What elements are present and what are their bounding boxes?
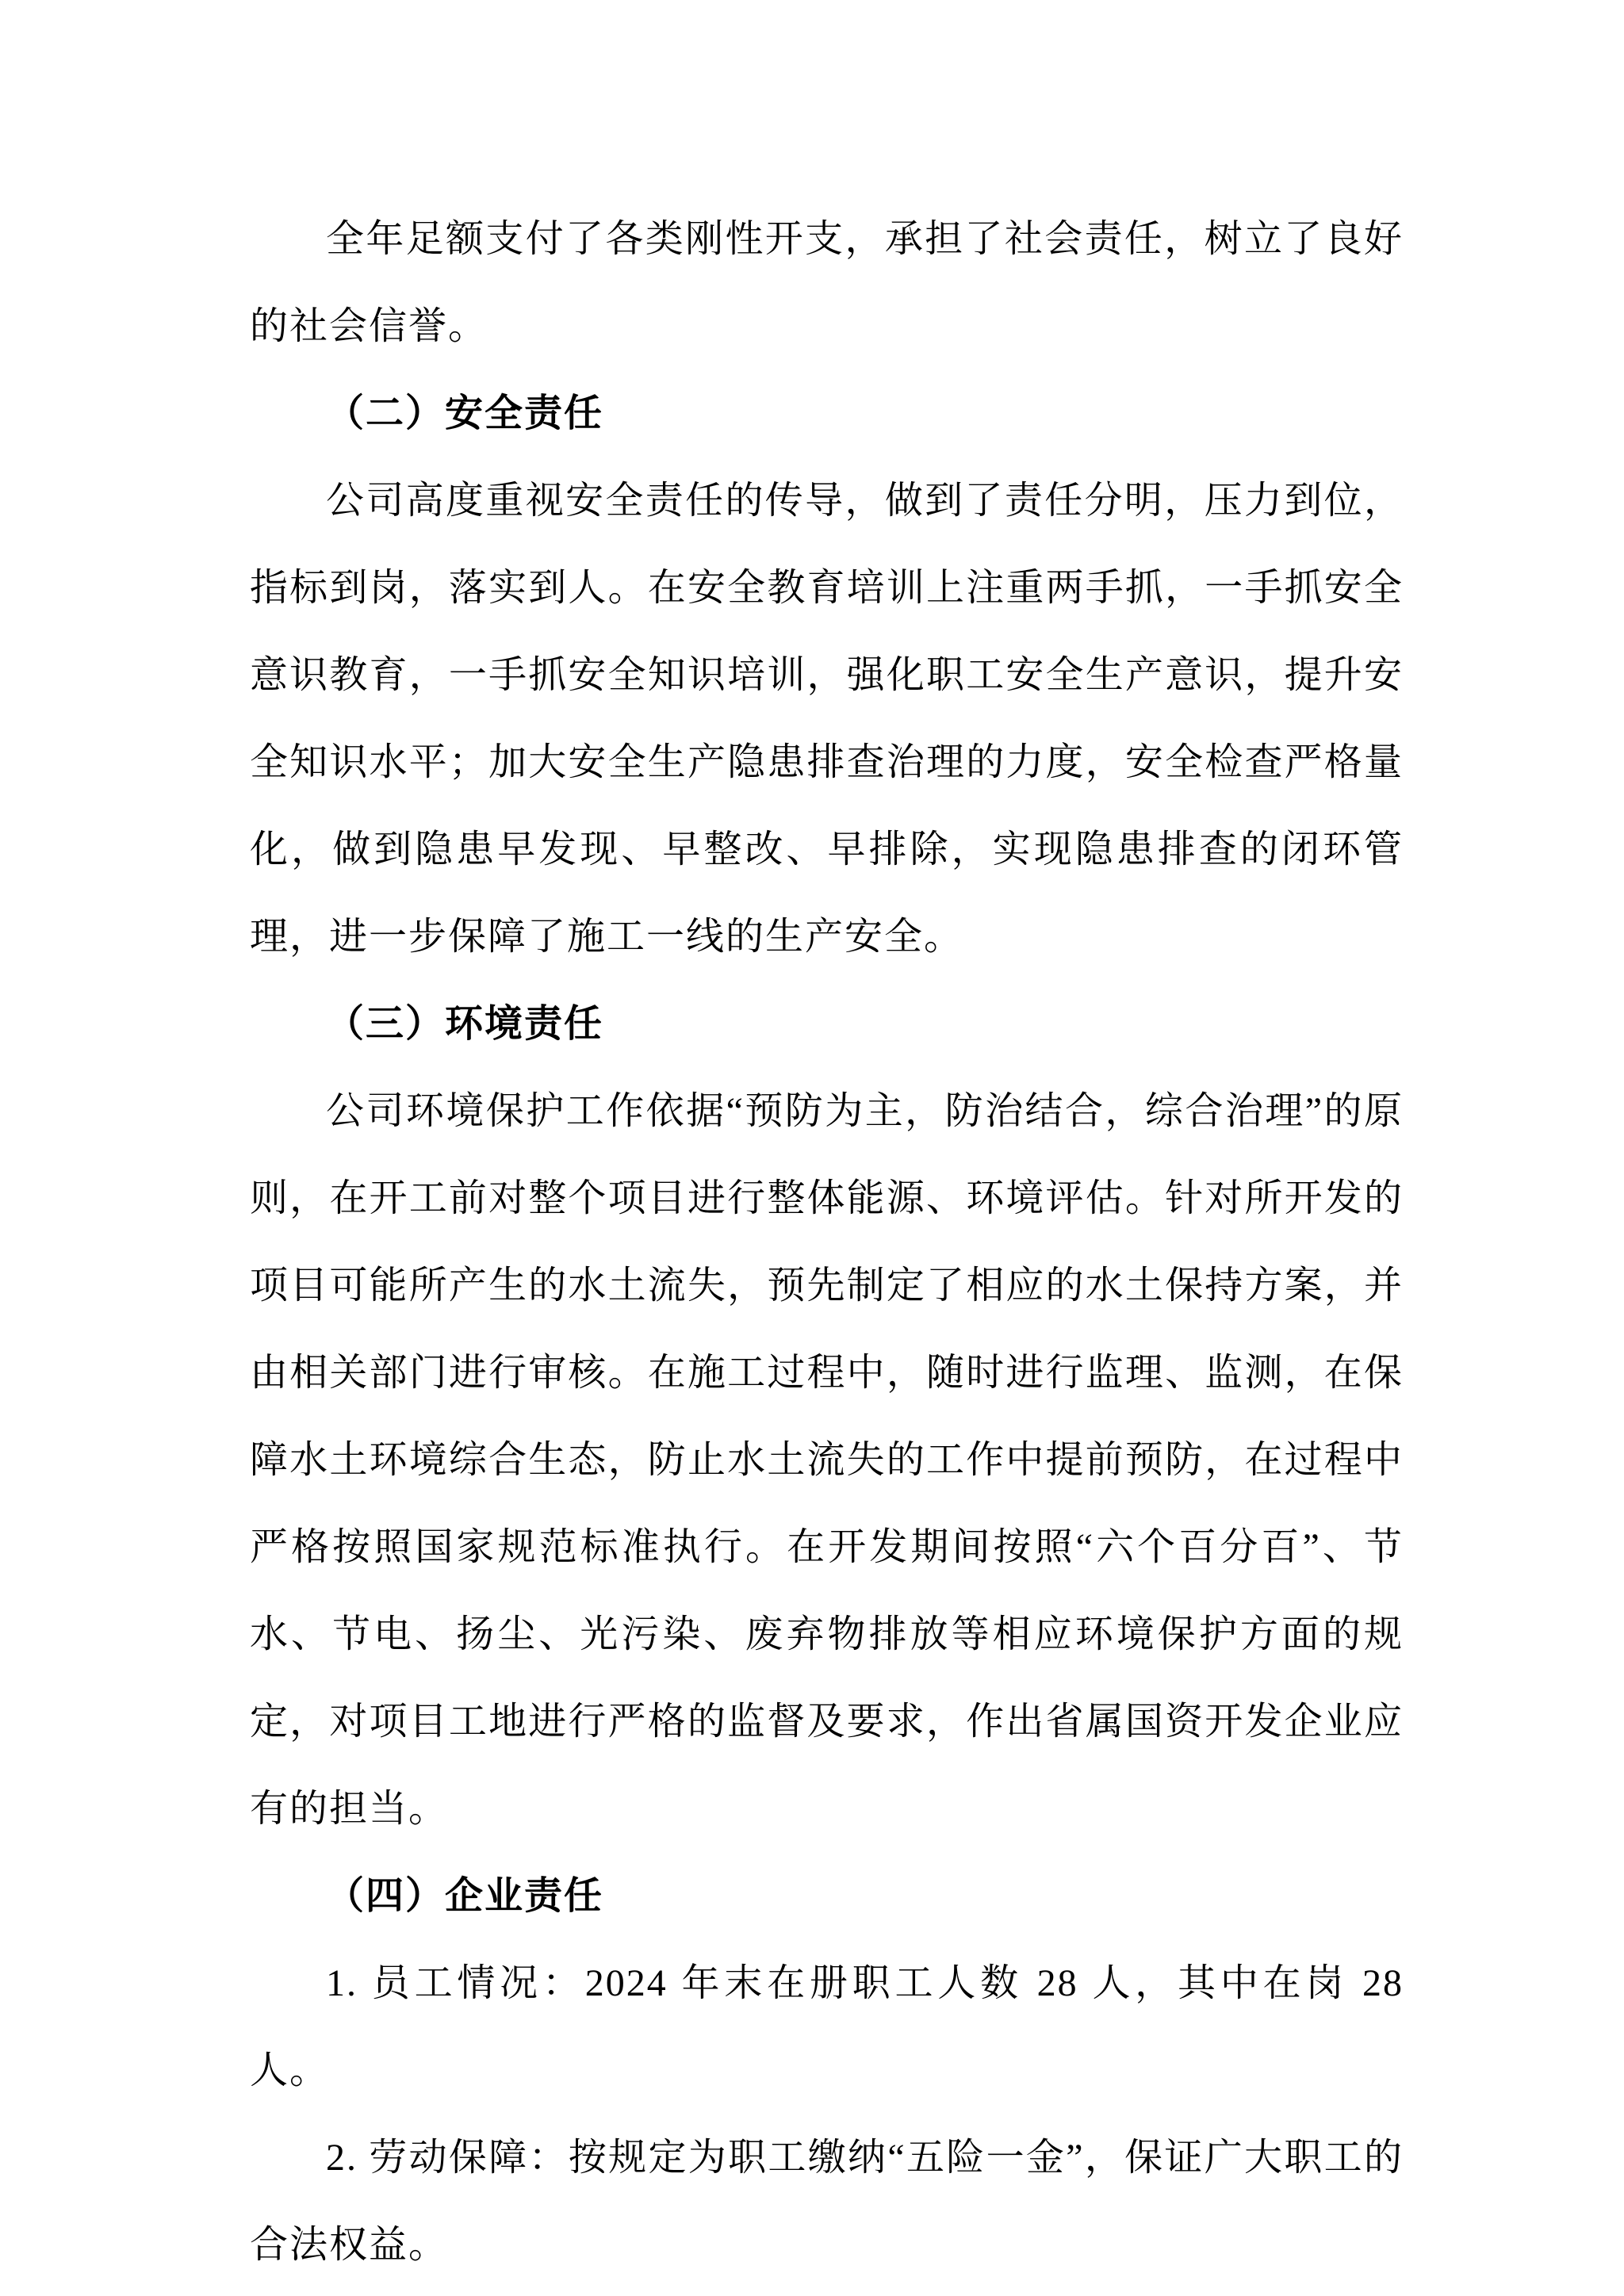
paragraph-environment-responsibility: 公司环境保护工作依据“预防为主，防治结合，综合治理”的原则，在开工前对整个项目进行整体能源、环境评估。针对所开发的项目可能所产生的水土流失，预先制定了相应的水土保持方案，并由相关部门进行审核。在施工过程中，随时进行监理、监测，在保障水土环境综合生态，防止水土流失的工作中提前预防，在过程中严格按照国家规范标准执行。在开发期间按照“六个百分百”、节水、节电、扬尘、光污染、废弃物排放等相应环境保护方面的规定，对项目工地进行严格的监督及要求，作出省属国资开发企业应有的担当。 <box>250 1090 1404 1830</box>
section-heading-environment-responsibility: （三）环境责任 <box>326 1003 604 1045</box>
paragraph-safety-responsibility: 公司高度重视安全责任的传导，做到了责任分明，压力到位，指标到岗，落实到人。在安全教育培训上注重两手抓，一手抓安全意识教育，一手抓安全知识培训，强化职工安全生产意识，提升安全知识水平；加大安全生产隐患排查治理的力度，安全检查严格量化，做到隐患早发现、早整改、早排除，实现隐患排查的闭环管理，进一步保障了施工一线的生产安全。 <box>250 480 1404 958</box>
paragraph-employee-situation: 1. 员工情况：2024 年末在册职工人数 28 人，其中在岗 28 人。 <box>250 1962 1404 2091</box>
paragraph-labor-protection: 2. 劳动保障：按规定为职工缴纳“五险一金”，保证广大职工的合法权益。 <box>250 2137 1404 2266</box>
section-heading-safety-responsibility: （二）安全责任 <box>326 392 604 434</box>
document-text-block <box>250 196 1404 2289</box>
paragraph-social-responsibility: 全年足额支付了各类刚性开支，承担了社会责任，树立了良好的社会信誉。 <box>250 218 1404 347</box>
section-heading-enterprise-responsibility: （四）企业责任 <box>326 1875 604 1917</box>
